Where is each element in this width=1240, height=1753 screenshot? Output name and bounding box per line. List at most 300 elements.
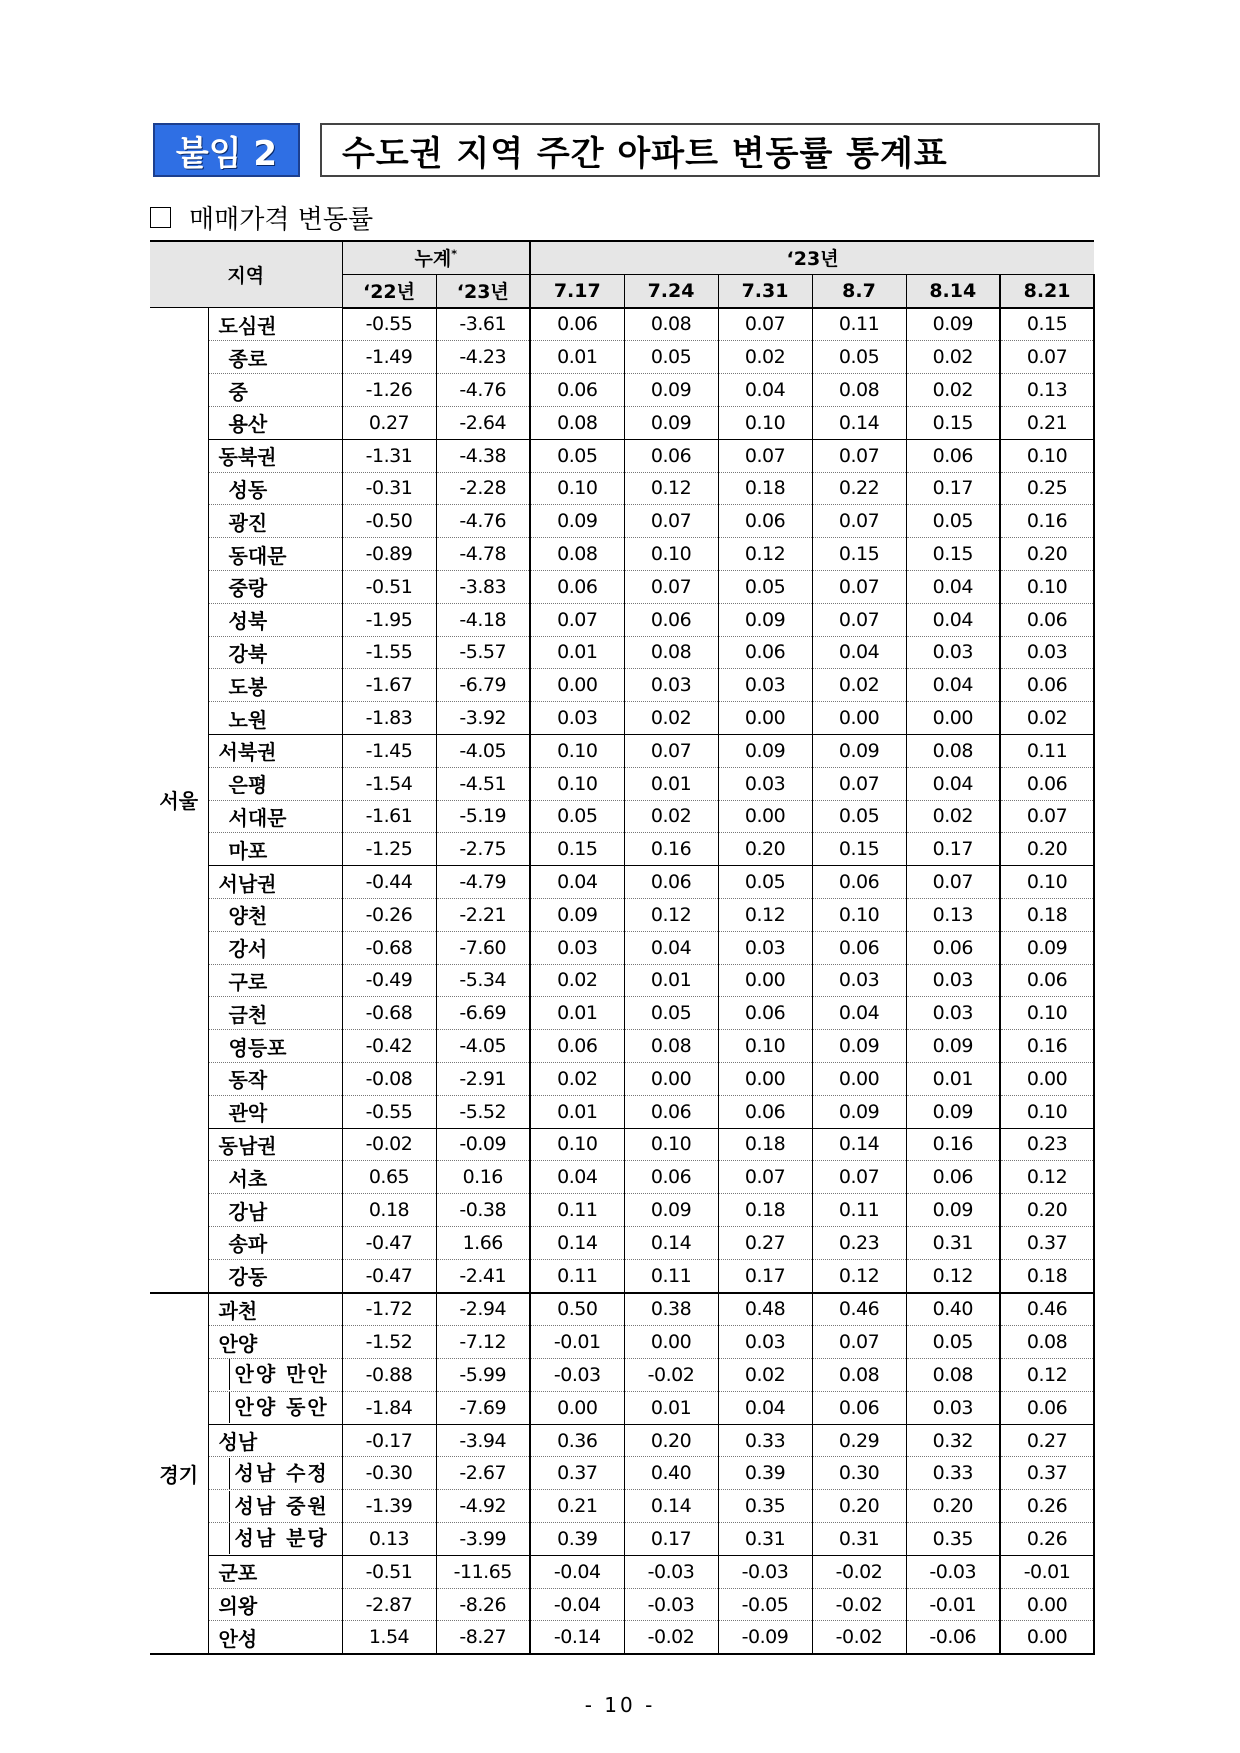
value-cell: -3.92 [436, 702, 530, 735]
value-cell: 0.07 [812, 603, 906, 636]
value-cell: 0.17 [624, 1523, 718, 1556]
value-cell: 0.07 [812, 1161, 906, 1194]
district-name: 마포 [208, 833, 342, 866]
value-cell: 0.07 [718, 1161, 812, 1194]
value-cell: -0.02 [812, 1588, 906, 1621]
value-cell: 0.15 [906, 538, 1000, 571]
value-cell: 0.02 [624, 702, 718, 735]
value-cell: 0.50 [530, 1293, 624, 1326]
value-cell: 0.02 [530, 1062, 624, 1095]
value-cell: -2.64 [436, 406, 530, 439]
value-cell: -0.88 [342, 1359, 436, 1392]
value-cell: 0.12 [624, 898, 718, 931]
value-cell: 0.06 [906, 439, 1000, 472]
value-cell-current: 0.21 [1000, 406, 1094, 439]
table-row [150, 833, 1094, 866]
value-cell: 0.09 [624, 1194, 718, 1227]
value-cell: 0.18 [718, 472, 812, 505]
value-cell: 0.00 [718, 1062, 812, 1095]
value-cell-current: 0.46 [1000, 1293, 1094, 1326]
value-cell: 0.14 [530, 1226, 624, 1259]
value-cell: 0.10 [624, 538, 718, 571]
value-cell: 0.07 [812, 505, 906, 538]
table-row [150, 702, 1094, 735]
value-cell: 0.35 [906, 1523, 1000, 1556]
value-cell: 0.17 [718, 1259, 812, 1292]
region-gyeonggi: 경기 [150, 1293, 208, 1655]
value-cell: -0.49 [342, 964, 436, 997]
value-cell: 0.03 [906, 997, 1000, 1030]
table-row [150, 964, 1094, 997]
value-cell: 0.00 [624, 1326, 718, 1359]
value-cell: 0.12 [624, 472, 718, 505]
value-cell: 0.03 [718, 767, 812, 800]
value-cell: 0.09 [906, 308, 1000, 341]
value-cell: -4.76 [436, 505, 530, 538]
district-name: 양천 [208, 898, 342, 931]
value-cell: 0.03 [530, 702, 624, 735]
value-cell: -5.52 [436, 1095, 530, 1128]
value-cell: 0.39 [718, 1457, 812, 1490]
value-cell: -0.55 [342, 308, 436, 341]
value-cell: 0.33 [906, 1457, 1000, 1490]
table-row [150, 636, 1094, 669]
district-name: 성남 [208, 1424, 342, 1457]
district-name: 과천 [208, 1293, 342, 1326]
table-row [150, 1259, 1094, 1292]
value-cell: 0.10 [624, 1128, 718, 1161]
district-name: 강북 [208, 636, 342, 669]
header-col: 8.14 [906, 274, 1000, 307]
value-cell: 0.23 [812, 1226, 906, 1259]
value-cell: 0.06 [624, 1095, 718, 1128]
table-row [150, 1194, 1094, 1227]
value-cell: 0.36 [530, 1424, 624, 1457]
value-cell: 0.02 [812, 669, 906, 702]
value-cell: 0.03 [624, 669, 718, 702]
value-cell: 0.14 [624, 1226, 718, 1259]
value-cell: -0.09 [436, 1128, 530, 1161]
value-cell: 0.38 [624, 1293, 718, 1326]
value-cell-current: 0.37 [1000, 1457, 1094, 1490]
price-change-table [150, 240, 1095, 1655]
value-cell: -0.47 [342, 1226, 436, 1259]
value-cell: -2.67 [436, 1457, 530, 1490]
table-row [150, 1588, 1094, 1621]
table-row [150, 866, 1094, 899]
value-cell: 0.07 [718, 308, 812, 341]
value-cell: 0.06 [530, 570, 624, 603]
district-name: 광진 [208, 505, 342, 538]
value-cell: 0.10 [530, 734, 624, 767]
value-cell: 0.06 [530, 308, 624, 341]
value-cell: 0.10 [718, 406, 812, 439]
page-number: - 10 - [584, 1693, 656, 1717]
value-cell: 0.09 [812, 1030, 906, 1063]
value-cell: 0.09 [624, 374, 718, 407]
district-name: 은평 [208, 767, 342, 800]
value-cell: 0.30 [812, 1457, 906, 1490]
value-cell: 0.13 [342, 1523, 436, 1556]
value-cell: 0.03 [906, 964, 1000, 997]
value-cell: 0.18 [718, 1128, 812, 1161]
value-cell: -3.61 [436, 308, 530, 341]
value-cell: -0.03 [906, 1555, 1000, 1588]
value-cell: 0.04 [906, 570, 1000, 603]
district-name: 성북 [208, 603, 342, 636]
value-cell: -8.27 [436, 1621, 530, 1654]
value-cell: -1.26 [342, 374, 436, 407]
attachment-badge: 붙임 2 [153, 123, 300, 177]
value-cell: 0.03 [530, 931, 624, 964]
value-cell: -0.68 [342, 997, 436, 1030]
value-cell: 0.20 [624, 1424, 718, 1457]
table-row [150, 308, 1094, 341]
value-cell: 0.08 [530, 538, 624, 571]
value-cell-current: 0.20 [1000, 833, 1094, 866]
value-cell: 0.04 [906, 603, 1000, 636]
value-cell: -6.79 [436, 669, 530, 702]
value-cell: 0.03 [718, 1326, 812, 1359]
table-row [150, 570, 1094, 603]
value-cell: -7.60 [436, 931, 530, 964]
value-cell: 0.00 [718, 702, 812, 735]
value-cell: -0.02 [812, 1555, 906, 1588]
value-cell: 0.06 [624, 439, 718, 472]
header-col-current: 8.21 [1000, 274, 1094, 307]
value-cell: 0.10 [718, 1030, 812, 1063]
value-cell: -7.12 [436, 1326, 530, 1359]
table-row [150, 1523, 1094, 1556]
district-name: 송파 [208, 1226, 342, 1259]
table-row [150, 1555, 1094, 1588]
table-row [150, 1128, 1094, 1161]
value-cell: 0.12 [906, 1259, 1000, 1292]
value-cell: 0.01 [906, 1062, 1000, 1095]
value-cell: 0.02 [906, 374, 1000, 407]
value-cell-current: 0.06 [1000, 669, 1094, 702]
value-cell: -0.68 [342, 931, 436, 964]
value-cell-current: 0.00 [1000, 1588, 1094, 1621]
value-cell: 0.05 [906, 505, 1000, 538]
value-cell: 0.35 [718, 1490, 812, 1523]
header-year-23: ‘23년 [530, 241, 1094, 274]
value-cell: 0.07 [624, 570, 718, 603]
value-cell: -1.45 [342, 734, 436, 767]
value-cell: 0.18 [718, 1194, 812, 1227]
value-cell: 0.09 [530, 505, 624, 538]
value-cell-current: 0.10 [1000, 866, 1094, 899]
district-name: 서대문 [208, 800, 342, 833]
value-cell: 0.03 [906, 1391, 1000, 1424]
value-cell: 0.00 [530, 1391, 624, 1424]
table-row [150, 1359, 1094, 1392]
value-cell: 0.04 [906, 669, 1000, 702]
value-cell: 0.09 [718, 734, 812, 767]
district-name: 강남 [208, 1194, 342, 1227]
value-cell: -0.01 [906, 1588, 1000, 1621]
value-cell: 0.04 [812, 997, 906, 1030]
value-cell: 0.07 [718, 439, 812, 472]
value-cell-current: 0.27 [1000, 1424, 1094, 1457]
value-cell: 0.40 [624, 1457, 718, 1490]
value-cell: -3.99 [436, 1523, 530, 1556]
value-cell: 0.10 [530, 1128, 624, 1161]
value-cell: 0.07 [812, 439, 906, 472]
value-cell: -0.09 [718, 1621, 812, 1654]
value-cell: 1.66 [436, 1226, 530, 1259]
section-label: 매매가격 변동률 [189, 204, 374, 235]
value-cell: 0.03 [812, 964, 906, 997]
value-cell: 0.08 [812, 1359, 906, 1392]
table-row [150, 1457, 1094, 1490]
header-col: 7.24 [624, 274, 718, 307]
value-cell: -0.03 [624, 1555, 718, 1588]
value-cell: -0.26 [342, 898, 436, 931]
value-cell: -2.75 [436, 833, 530, 866]
value-cell: -3.94 [436, 1424, 530, 1457]
table-row [150, 1030, 1094, 1063]
value-cell: 0.46 [812, 1293, 906, 1326]
value-cell: -4.38 [436, 439, 530, 472]
value-cell: -4.92 [436, 1490, 530, 1523]
district-name: 도심권 [208, 308, 342, 341]
value-cell: 0.09 [812, 1095, 906, 1128]
header-col: ‘22년 [342, 274, 436, 307]
value-cell: -0.30 [342, 1457, 436, 1490]
value-cell: -0.42 [342, 1030, 436, 1063]
value-cell-current: 0.18 [1000, 898, 1094, 931]
value-cell: 0.11 [624, 1259, 718, 1292]
value-cell: 0.20 [812, 1490, 906, 1523]
value-cell: 0.05 [718, 570, 812, 603]
value-cell-current: 0.06 [1000, 964, 1094, 997]
value-cell: 0.10 [530, 767, 624, 800]
value-cell: 0.04 [718, 1391, 812, 1424]
value-cell: 0.11 [812, 308, 906, 341]
value-cell: 0.05 [624, 997, 718, 1030]
value-cell: -0.50 [342, 505, 436, 538]
district-name: 종로 [208, 341, 342, 374]
value-cell: -0.03 [624, 1588, 718, 1621]
value-cell: 0.22 [812, 472, 906, 505]
value-cell: 0.31 [718, 1523, 812, 1556]
value-cell: -1.84 [342, 1391, 436, 1424]
value-cell: 0.32 [906, 1424, 1000, 1457]
value-cell: -0.44 [342, 866, 436, 899]
value-cell: -0.51 [342, 1555, 436, 1588]
value-cell: 0.10 [812, 898, 906, 931]
value-cell: 0.05 [906, 1326, 1000, 1359]
value-cell: -8.26 [436, 1588, 530, 1621]
table-row [150, 997, 1094, 1030]
value-cell: 0.00 [718, 800, 812, 833]
value-cell-current: 0.06 [1000, 767, 1094, 800]
value-cell: -4.78 [436, 538, 530, 571]
value-cell: 0.17 [906, 472, 1000, 505]
value-cell: 0.37 [530, 1457, 624, 1490]
district-name: 강동 [208, 1259, 342, 1292]
district-name: 안양 만안 [208, 1359, 342, 1392]
section-heading [150, 200, 373, 234]
table-row [150, 1391, 1094, 1424]
table-row [150, 800, 1094, 833]
value-cell: -6.69 [436, 997, 530, 1030]
region-seoul: 서울 [150, 308, 208, 1293]
value-cell: 0.09 [906, 1194, 1000, 1227]
district-name: 안양 동안 [208, 1391, 342, 1424]
value-cell: -4.76 [436, 374, 530, 407]
value-cell: -1.61 [342, 800, 436, 833]
district-name: 동작 [208, 1062, 342, 1095]
value-cell: 0.01 [530, 341, 624, 374]
value-cell: 0.01 [530, 636, 624, 669]
value-cell-current: 0.16 [1000, 1030, 1094, 1063]
value-cell: -1.52 [342, 1326, 436, 1359]
header-col: 8.7 [812, 274, 906, 307]
table-row [150, 1062, 1094, 1095]
value-cell: -2.41 [436, 1259, 530, 1292]
table-row [150, 767, 1094, 800]
district-name: 서초 [208, 1161, 342, 1194]
value-cell: 0.05 [530, 800, 624, 833]
table-row [150, 669, 1094, 702]
value-cell: 0.02 [906, 800, 1000, 833]
value-cell: 0.15 [812, 833, 906, 866]
value-cell: 0.06 [812, 866, 906, 899]
value-cell: 0.12 [812, 1259, 906, 1292]
district-name: 중 [208, 374, 342, 407]
value-cell: 0.11 [530, 1194, 624, 1227]
value-cell: 0.03 [906, 636, 1000, 669]
value-cell: 0.02 [906, 341, 1000, 374]
value-cell: 0.05 [624, 341, 718, 374]
value-cell: 0.05 [812, 800, 906, 833]
value-cell-current: 0.08 [1000, 1326, 1094, 1359]
value-cell: 0.31 [906, 1226, 1000, 1259]
value-cell: -0.02 [342, 1128, 436, 1161]
value-cell: 0.02 [624, 800, 718, 833]
value-cell-current: 0.06 [1000, 603, 1094, 636]
value-cell: 0.08 [906, 734, 1000, 767]
value-cell: -4.79 [436, 866, 530, 899]
value-cell: 0.14 [624, 1490, 718, 1523]
value-cell-current: 0.26 [1000, 1490, 1094, 1523]
value-cell: 0.01 [530, 997, 624, 1030]
value-cell-current: 0.23 [1000, 1128, 1094, 1161]
value-cell-current: 0.03 [1000, 636, 1094, 669]
value-cell: 0.08 [624, 636, 718, 669]
value-cell: 0.65 [342, 1161, 436, 1194]
value-cell: 1.54 [342, 1621, 436, 1654]
table-row [150, 1490, 1094, 1523]
value-cell: -0.51 [342, 570, 436, 603]
value-cell-current: 0.16 [1000, 505, 1094, 538]
value-cell: 0.09 [906, 1030, 1000, 1063]
table-row [150, 898, 1094, 931]
value-cell: -0.14 [530, 1621, 624, 1654]
value-cell: 0.21 [530, 1490, 624, 1523]
value-cell: 0.06 [624, 603, 718, 636]
table-row [150, 1293, 1094, 1326]
table-row [150, 1095, 1094, 1128]
value-cell: 0.06 [812, 931, 906, 964]
district-name: 용산 [208, 406, 342, 439]
value-cell-current: 0.20 [1000, 538, 1094, 571]
value-cell: -0.06 [906, 1621, 1000, 1654]
value-cell-current: 0.13 [1000, 374, 1094, 407]
value-cell: -4.18 [436, 603, 530, 636]
value-cell: -11.65 [436, 1555, 530, 1588]
table-row [150, 538, 1094, 571]
district-name: 동남권 [208, 1128, 342, 1161]
value-cell: -2.28 [436, 472, 530, 505]
district-name: 금천 [208, 997, 342, 1030]
value-cell: 0.00 [718, 964, 812, 997]
value-cell: 0.33 [718, 1424, 812, 1457]
value-cell-current: 0.02 [1000, 702, 1094, 735]
district-name: 강서 [208, 931, 342, 964]
value-cell: -2.21 [436, 898, 530, 931]
table-row [150, 406, 1094, 439]
header-col: ‘23년 [436, 274, 530, 307]
value-cell: -1.72 [342, 1293, 436, 1326]
value-cell: 0.08 [624, 1030, 718, 1063]
value-cell: -1.31 [342, 439, 436, 472]
header-col: 7.17 [530, 274, 624, 307]
value-cell: -4.05 [436, 734, 530, 767]
value-cell-current: 0.09 [1000, 931, 1094, 964]
value-cell: 0.02 [718, 341, 812, 374]
table-row [150, 472, 1094, 505]
value-cell: 0.04 [718, 374, 812, 407]
table-row [150, 1226, 1094, 1259]
district-name: 군포 [208, 1555, 342, 1588]
value-cell: 0.11 [530, 1259, 624, 1292]
value-cell-current: 0.37 [1000, 1226, 1094, 1259]
value-cell: 0.09 [530, 898, 624, 931]
value-cell: 0.00 [530, 669, 624, 702]
value-cell: 0.29 [812, 1424, 906, 1457]
value-cell: -1.54 [342, 767, 436, 800]
value-cell: -0.02 [624, 1621, 718, 1654]
value-cell: -0.17 [342, 1424, 436, 1457]
value-cell: -7.69 [436, 1391, 530, 1424]
district-name: 구로 [208, 964, 342, 997]
value-cell: 0.07 [812, 767, 906, 800]
value-cell: 0.06 [718, 997, 812, 1030]
value-cell: 0.04 [530, 866, 624, 899]
value-cell: 0.09 [812, 734, 906, 767]
value-cell: 0.02 [530, 964, 624, 997]
value-cell: 0.15 [812, 538, 906, 571]
table-row [150, 439, 1094, 472]
value-cell: 0.08 [812, 374, 906, 407]
value-cell: -0.03 [530, 1359, 624, 1392]
value-cell-current: 0.11 [1000, 734, 1094, 767]
value-cell-current: 0.12 [1000, 1161, 1094, 1194]
value-cell: 0.15 [906, 406, 1000, 439]
value-cell: 0.20 [906, 1490, 1000, 1523]
district-name: 성동 [208, 472, 342, 505]
value-cell: -1.55 [342, 636, 436, 669]
value-cell-current: 0.25 [1000, 472, 1094, 505]
value-cell: -0.38 [436, 1194, 530, 1227]
value-cell: 0.06 [718, 1095, 812, 1128]
value-cell: 0.15 [530, 833, 624, 866]
value-cell: 0.01 [624, 964, 718, 997]
value-cell: -2.94 [436, 1293, 530, 1326]
